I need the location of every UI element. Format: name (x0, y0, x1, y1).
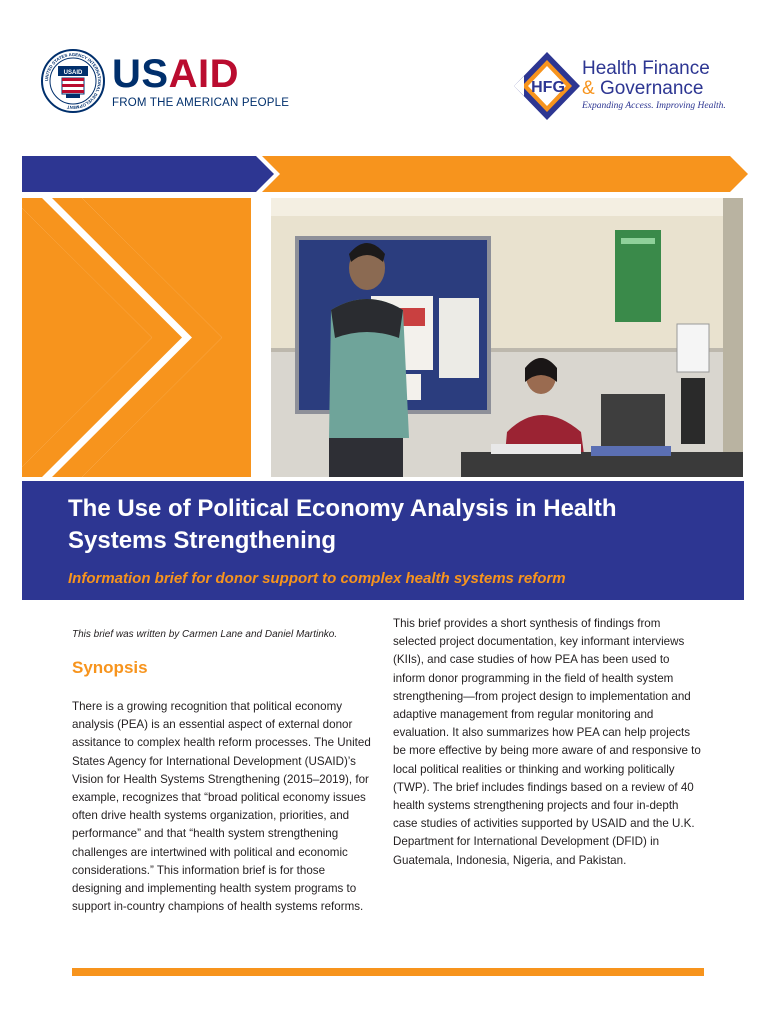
usaid-tagline: FROM THE AMERICAN PEOPLE (112, 97, 290, 109)
hfg-logo (512, 50, 582, 122)
seal-text-ring (40, 48, 106, 114)
synopsis-paragraph: There is a growing recognition that political economy analysis (PEA) is an essential aspect of external donor assitance to complex health reform processes. The United States Agency for International Development (USAID)’s Vision for Health Systems Strengthening (2015–2019), for example, recognizes that “broad political economy issues often drive health systems organization, priorities, and performance” and that “health system strengthening challenges are intertwined with political and economic considerations.” This information brief is for those designing and implementing health system programs to support in-country champions of health systems reforms. (72, 700, 371, 914)
hfg-tagline: Expanding Access. Improving Health. (582, 101, 726, 111)
bottom-rule (72, 968, 704, 976)
chevron-graphic (22, 198, 251, 477)
svg-text:HFG: HFG (531, 79, 565, 96)
author-byline: This brief was written by Carmen Lane and Daniel Martinko. (72, 629, 338, 640)
hfg-diamond-icon (512, 50, 582, 122)
page-subtitle: Information brief for donor support to complex health systems reform (68, 570, 566, 587)
hfg-name-line1: Health Finance (582, 58, 710, 79)
synopsis-heading: Synopsis (72, 658, 148, 677)
summary-paragraph: This brief provides a short synthesis of findings from selected project documentation, key informant interviews (KIIs), and case studies of how PEA has been used to inform donor programming in the field of health system strengthening—from project design to implementation and adaptive management from regular monitoring and evaluation. It also summarizes how PEA can help projects be more effective by being more aware of and responsive to local political realities or thinking and working politically (TWP). The brief includes findings based on a review of 40 health systems strengthening projects and four in-depth case studies of activities supported by USAID and the U.K. Department for International Development (DFID) in Guatemala, Indonesia, Nigeria, and Pakistan. (393, 617, 701, 867)
top-banner-arrow (22, 156, 748, 192)
svg-text:USAID: USAID (63, 70, 83, 76)
page-title: The Use of Political Economy Analysis in Health Systems Strengthening (68, 495, 617, 554)
office-photo (271, 198, 743, 477)
svg-text:UNITED STATES AGENCY INTERNATI: UNITED STATES AGENCY INTERNATIONAL DEVELOPMENT (43, 51, 103, 111)
usaid-wordmark: USAID (112, 52, 239, 96)
hfg-name-line2: & Governance (582, 78, 704, 99)
